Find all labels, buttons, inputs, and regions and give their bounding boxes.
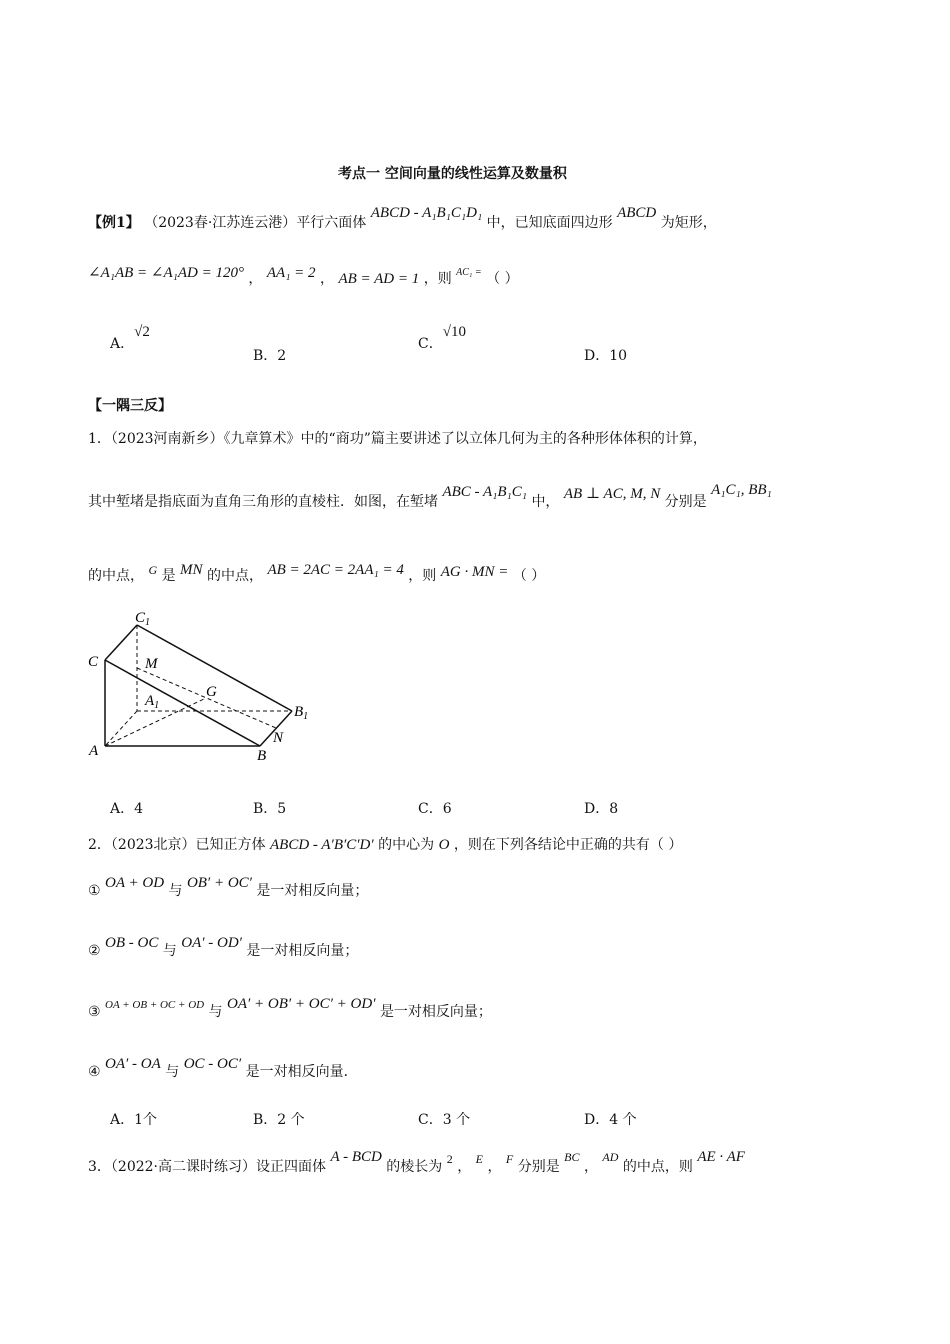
option-value: 4 个	[609, 1112, 637, 1128]
option-value: √10	[442, 324, 466, 340]
g-expr: G	[148, 563, 158, 577]
example-label: 【例1】	[88, 215, 140, 231]
q2-stem	[88, 834, 682, 854]
solid-expr: ABCD - A₁B₁C₁D₁	[370, 205, 483, 221]
q3-text: 的棱长为	[386, 1159, 443, 1175]
option-letter: B．	[253, 1112, 278, 1128]
section-title: 考点一 空间向量的线性运算及数量积	[338, 166, 567, 182]
separator: ，	[248, 271, 263, 287]
q1-line-2	[88, 482, 772, 511]
edge-c1-c	[105, 625, 137, 660]
statement-conj: 与	[165, 1064, 180, 1080]
option-letter: C．	[418, 801, 443, 817]
label-b: B	[257, 748, 267, 764]
q1-text: 其中堑堵是指底面为直角三角形的直棱柱．如图，在堑堵	[88, 494, 438, 510]
q1-text: 是	[161, 568, 176, 584]
ask-expr: AC₁ =	[456, 267, 482, 278]
statement-rhs: OC - OC′	[183, 1056, 242, 1072]
e-expr: E	[475, 1152, 483, 1166]
perp-expr: AB ⊥ AC, M, N	[563, 486, 661, 502]
option-letter: D．	[584, 801, 610, 817]
option-letter: B．	[253, 348, 278, 364]
option-value: 2	[277, 348, 287, 364]
statement-lhs: OB - OC	[105, 935, 159, 951]
label-c1: $C_1$	[135, 610, 151, 628]
statement-end: 是一对相反向量；	[246, 943, 359, 959]
q2-option-d[interactable]	[584, 1109, 637, 1129]
statement-end: 是一对相反向量；	[256, 883, 369, 899]
q2-statement-3	[88, 996, 492, 1021]
statement-rhs: OB′ + OC′	[186, 875, 252, 891]
option-value: 8	[609, 801, 619, 817]
example-1-line-1	[88, 205, 717, 232]
cube-expr: ABCD - A′B′C′D′	[270, 837, 374, 853]
option-value: 3 个	[442, 1112, 471, 1128]
q1-text: 的中点，	[88, 568, 144, 584]
example-text-2: 为矩形，	[660, 215, 717, 231]
statement-conj: 与	[168, 883, 183, 899]
option-letter: D．	[584, 348, 610, 364]
option-letter: A．	[110, 801, 135, 817]
prism-expr: ABC - A₁B₁C₁	[442, 484, 527, 500]
option-letter: A．	[110, 336, 135, 352]
eq-expr: AB = 2AC = 2AA₁ = 4	[267, 562, 404, 578]
ask-expr: AE · AF	[697, 1149, 745, 1165]
statement-lhs: OA′ - OA	[105, 1056, 161, 1072]
option-value: 1个	[134, 1112, 158, 1128]
label-m: M	[145, 656, 158, 672]
statement-conj: 与	[208, 1004, 223, 1020]
statement-rhs: OA′ + OB′ + OC′ + OD′	[227, 996, 376, 1012]
practice-title: 【一隅三反】	[88, 398, 172, 414]
q1-option-b[interactable]	[253, 798, 286, 818]
statement-end: 是一对相反向量．	[245, 1064, 358, 1080]
statement-rhs: OA′ - OD′	[181, 935, 242, 951]
option-letter: C．	[418, 336, 443, 352]
q2-statement-2	[88, 935, 359, 960]
label-a: A	[89, 743, 99, 759]
separator: ，	[487, 1159, 502, 1175]
example-text-3: ，则	[423, 271, 452, 287]
separator: ，	[583, 1159, 598, 1175]
answer-paren: （ ）	[486, 271, 519, 287]
statement-conj: 与	[162, 943, 177, 959]
bc-expr: BC	[564, 1150, 580, 1164]
option-value: 10	[609, 348, 628, 364]
statement-number: ③	[88, 1004, 101, 1020]
angle-condition: ∠A₁AB = ∠A₁AD = 120°	[88, 265, 244, 281]
q1-text: 的中点，	[206, 568, 263, 584]
q3-text: 3．（2022·高二课时练习）设正四面体	[88, 1159, 326, 1175]
statement-number: ②	[88, 943, 101, 959]
q2-statement-4	[88, 1056, 358, 1081]
q1-text: 中，	[531, 494, 560, 510]
q2-option-a[interactable]	[110, 1109, 157, 1129]
option-letter: B．	[253, 801, 278, 817]
answer-paren: （ ）	[512, 568, 546, 584]
q2-text: 的中心为	[378, 837, 435, 853]
q1-line-1: 1．（2023河南新乡）《九章算术》中的“商功”篇主要讲述了以立体几何为主的各种形体体积的计算，	[88, 431, 707, 447]
aa1-condition: AA₁ = 2	[266, 265, 316, 281]
q1-line-3	[88, 562, 546, 585]
segs-expr: A₁C₁, BB₁	[711, 482, 772, 498]
q2-option-c[interactable]	[418, 1109, 470, 1129]
q1-option-a[interactable]	[110, 798, 143, 818]
prism-figure	[85, 600, 325, 770]
example-option-b[interactable]	[253, 345, 286, 365]
q2-option-b[interactable]	[253, 1109, 305, 1129]
option-value: 2 个	[277, 1112, 305, 1128]
label-g: G	[206, 684, 217, 700]
statement-lhs: OA + OB + OC + OD	[105, 999, 205, 1011]
edge-c-b	[105, 660, 260, 746]
label-b1: $B_1$	[294, 704, 309, 722]
base-expr: ABCD	[617, 205, 657, 221]
option-value: 5	[277, 801, 287, 817]
label-a1: $A_1$	[145, 693, 160, 711]
option-value: 4	[134, 801, 144, 817]
separator: ，	[457, 1159, 472, 1175]
edge-length: 2	[446, 1152, 453, 1166]
q1-text: 分别是	[664, 494, 707, 510]
o-expr: O	[438, 837, 450, 853]
example-text-1: 中，已知底面四边形	[486, 215, 613, 231]
q2-text: ，则在下列各结论中正确的共有（ ）	[453, 837, 683, 853]
q1-option-c[interactable]	[418, 798, 452, 818]
example-1-line-2	[88, 265, 519, 288]
option-letter: A．	[110, 1112, 135, 1128]
f-expr: F	[505, 1152, 514, 1166]
example-option-a[interactable]	[110, 324, 150, 353]
option-letter: D．	[584, 1112, 610, 1128]
separator: ，	[320, 271, 334, 287]
q2-statement-1	[88, 875, 369, 900]
statement-number: ①	[88, 883, 101, 899]
option-value: 6	[442, 801, 452, 817]
q3-text: 的中点，则	[622, 1159, 693, 1175]
option-value: √2	[134, 324, 150, 340]
q3-stem	[88, 1149, 745, 1176]
ask-expr: AG · MN =	[440, 564, 509, 580]
statement-end: 是一对相反向量；	[379, 1004, 492, 1020]
option-letter: C．	[418, 1112, 443, 1128]
statement-number: ④	[88, 1064, 101, 1080]
q1-option-d[interactable]	[584, 798, 618, 818]
statement-lhs: OA + OD	[105, 875, 165, 891]
example-option-c[interactable]	[418, 324, 466, 353]
tetra-expr: A - BCD	[330, 1149, 382, 1165]
ab-condition: AB = AD = 1	[338, 271, 420, 287]
mn-expr: MN	[180, 562, 203, 578]
label-n: N	[273, 730, 284, 746]
example-source: （2023春·江苏连云港）平行六面体	[144, 215, 367, 231]
edge-a1-a	[105, 711, 137, 746]
ad-expr: AD	[602, 1150, 619, 1164]
q3-text: 分别是	[517, 1159, 560, 1175]
q2-text: 2．（2023北京）已知正方体	[88, 837, 266, 853]
label-c: C	[88, 654, 99, 670]
q1-text: ，则	[408, 568, 437, 584]
example-option-d[interactable]	[584, 345, 627, 365]
